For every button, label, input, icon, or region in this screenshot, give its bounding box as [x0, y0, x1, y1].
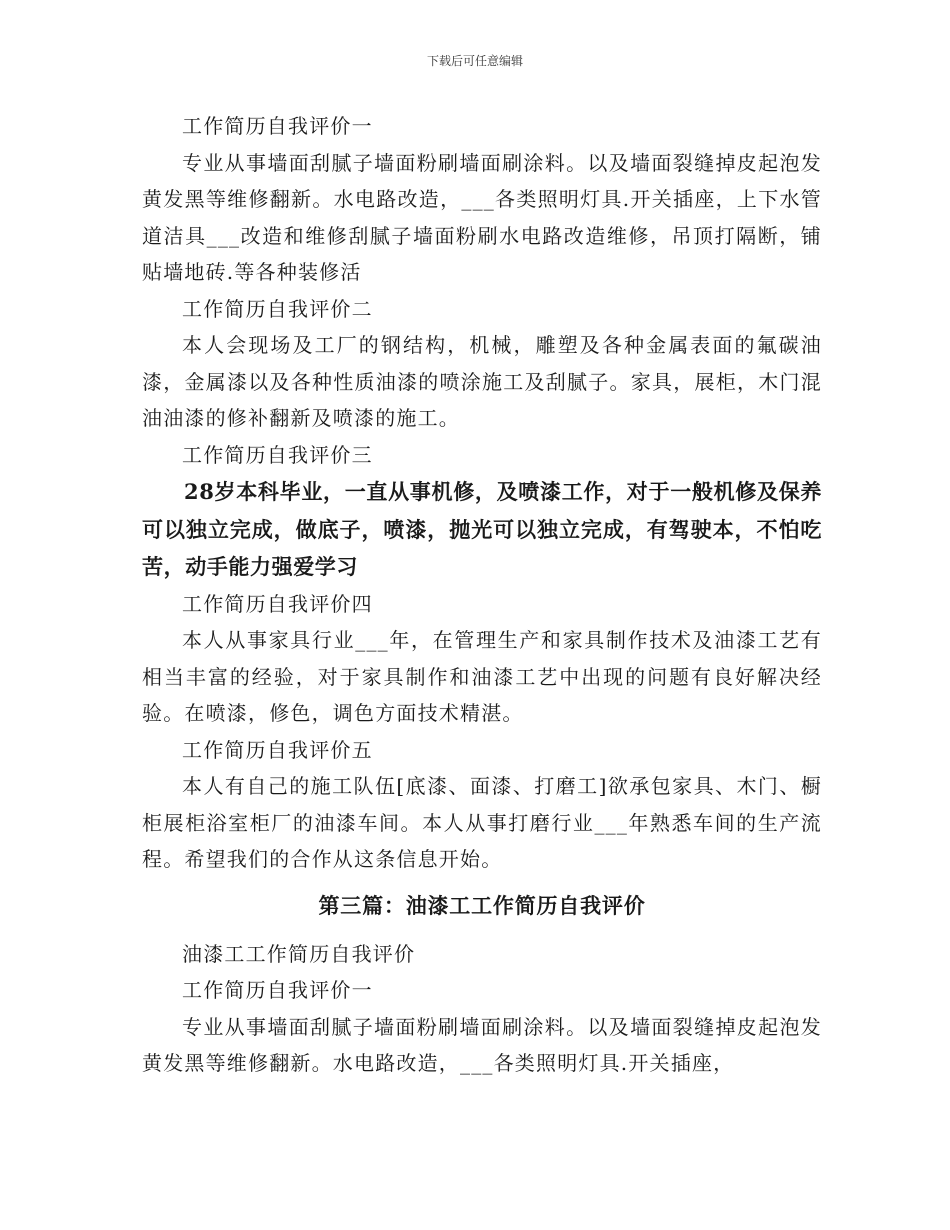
- subheading: 工作简历自我评价二: [182, 296, 373, 321]
- subheading: 工作简历自我评价三: [182, 442, 373, 467]
- subheading: 工作简历自我评价五: [182, 737, 373, 762]
- subheading: 工作简历自我评价四: [182, 591, 373, 616]
- document-body: [142, 108, 822, 1082]
- paragraph: 本人会现场及工厂的钢结构，机械，雕塑及各种金属表面的氟碳油漆，金属漆以及各种性质油漆的喷涂施工及刮腻子。家具，展柜，木门混油油漆的修补翻新及喷漆的施工。: [142, 333, 822, 430]
- subheading: 工作简历自我评价一: [182, 114, 373, 138]
- paragraph: 本人有自己的施工队伍[底漆、面漆、打磨工]欲承包家具、木门、橱柜展柜浴室柜厂的油漆车间。本人从事打磨行业___年熟悉车间的生产流程。希望我们的合作从这条信息开始。: [142, 774, 822, 871]
- subheading: 工作简历自我评价一: [182, 978, 373, 1002]
- bold-paragraph: 28岁本科毕业，一直从事机修，及喷漆工作，对于一般机修及保养可以独立完成，做底子，喷漆，抛光可以独立完成，有驾驶本，不怕吃苦，动手能力强爱学习: [142, 479, 822, 579]
- subheading: 油漆工工作简历自我评价: [182, 941, 416, 966]
- paragraph: 专业从事墙面刮腻子墙面粉刷墙面刷涂料。以及墙面裂缝掉皮起泡发黄发黑等维修翻新。水电路改造，___各类照明灯具.开关插座，上下水管道洁具___改造和维修刮腻子墙面粉刷水电路改造维修，吊顶打隔断，铺贴墙地砖.等各种装修活: [142, 150, 822, 284]
- section-title: 第三篇：油漆工工作简历自我评价: [318, 892, 646, 918]
- paragraph: 专业从事墙面刮腻子墙面粉刷墙面刷涂料。以及墙面裂缝掉皮起泡发黄发黑等维修翻新。水电路改造，___各类照明灯具.开关插座，: [142, 1014, 822, 1075]
- page-header: 下载后可任意编辑: [426, 54, 523, 68]
- paragraph: 本人从事家具行业___年，在管理生产和家具制作技术及油漆工艺有相当丰富的经验，对于家具制作和油漆工艺中出现的问题有良好解决经验。在喷漆，修色，调色方面技术精湛。: [142, 628, 822, 725]
